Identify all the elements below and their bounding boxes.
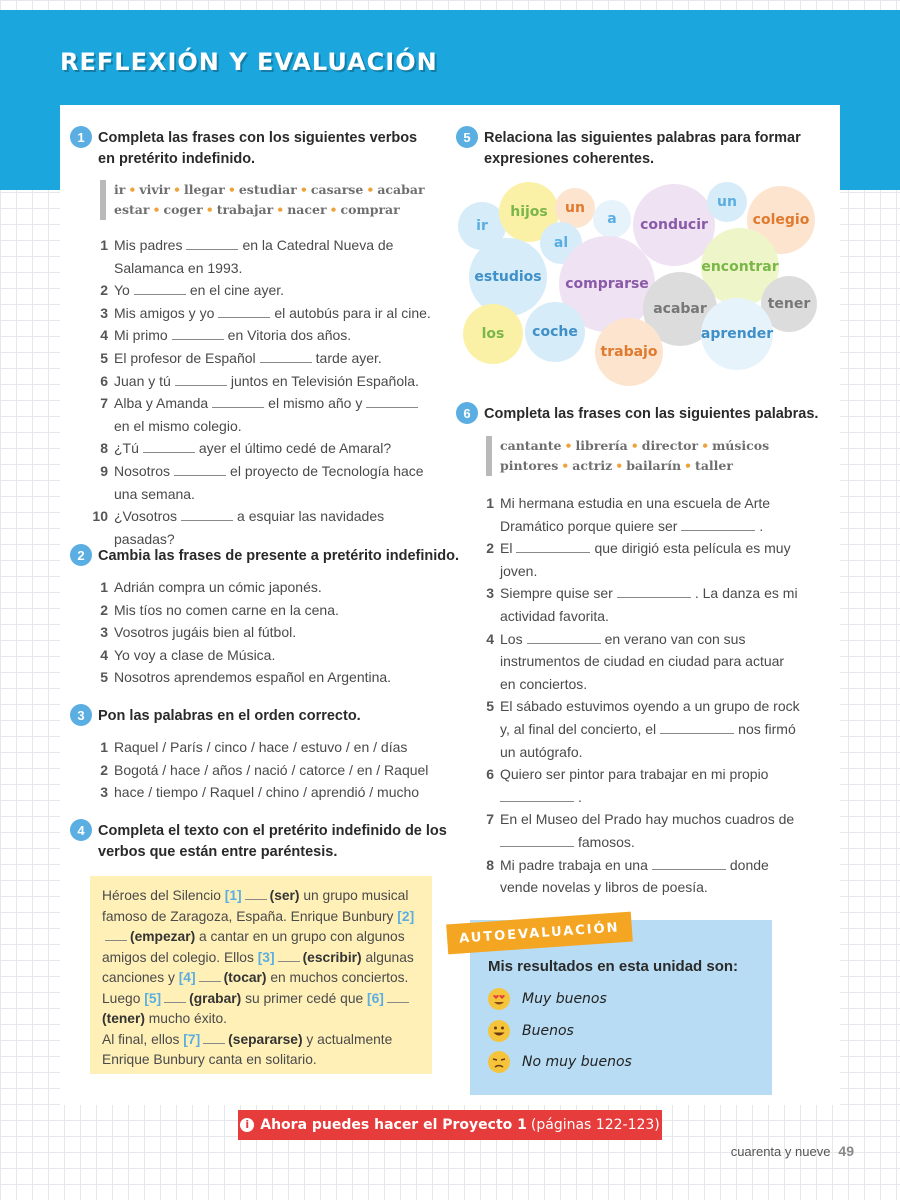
exercise-6-title: Completa las frases con las siguientes palabras. [484,406,819,422]
exercise-2-title: Cambia las frases de presente a pretérito indefinido. [98,548,459,564]
exercise-6-number: 6 [456,402,478,424]
word-separator-dot: • [299,182,308,197]
exercise-3-list [90,736,435,804]
word-separator-dot: • [615,458,624,473]
page-number-words: cuarenta y nueve [730,1144,831,1159]
answer-blank[interactable] [681,521,755,531]
self-assessment-tag: AUTOEVALUACIÓN [446,912,632,955]
list-item: 7 Alba y Amanda el mismo año y en el mismo colegio. [90,392,435,437]
word-bubble[interactable]: aprender [701,298,773,370]
answer-blank[interactable] [175,376,227,386]
answer-blank[interactable] [218,308,270,318]
word-bubble[interactable]: un [555,188,595,228]
list-item: 8 Mi padre trabaja en una donde vende novelas y libros de poesía. [486,856,769,896]
exercise-4-title: Completa el texto con el pretérito indefinido de los verbos que están entre paréntesis. [98,823,447,860]
word-bubble[interactable]: encontrar [701,228,779,306]
word-bubble[interactable]: un [707,182,747,222]
word-bank-item: taller [695,458,733,473]
list-item: 7 En el Museo del Prado hay muchos cuadros de famosos. [486,811,795,850]
answer-blank[interactable] [186,240,238,250]
answer-blank[interactable] [500,837,574,847]
word-separator-dot: • [128,182,137,197]
word-bubble[interactable]: acabar [643,272,717,346]
list-item: 8 ¿Tú ayer el último cedé de Amaral? [100,440,392,457]
result-not-very-good[interactable]: No muy buenos [488,1051,632,1073]
exercise-2-number: 2 [70,544,92,566]
project-banner[interactable]: i Ahora puedes hacer el Proyecto 1 (páginas 122-123) [238,1110,662,1140]
word-bank-item: casarse [310,182,364,197]
result-very-good[interactable]: Muy buenos [488,988,607,1010]
list-item: 4 Mi primo en Vitoria dos años. [100,327,352,344]
answer-blank[interactable] [245,891,267,900]
page-title: REFLEXIÓN Y EVALUACIÓN [60,48,438,76]
list-item: 5 El sábado estuvimos oyendo a un grupo de rock y, al final del concierto, el nos firmó un autógrafo. [486,698,800,760]
answer-blank[interactable] [143,443,195,453]
word-bubble[interactable]: coche [525,302,585,362]
word-bank-item: cantante [500,438,562,453]
list-item: 2 Yo en el cine ayer. [100,282,285,299]
answer-blank[interactable] [174,466,226,476]
word-bank-item: librería [575,438,628,453]
list-item: 1 Mis padres en la Catedral Nueva de Salamanca en 1993. [100,237,394,276]
exercise-1-word-bank [100,180,425,220]
exercise-6-list [476,492,821,899]
word-bank-item: pintores [500,458,559,473]
list-item: 6 Quiero ser pintor para trabajar en mi propio . [486,766,769,805]
word-separator-dot: • [684,458,693,473]
word-bubble[interactable]: ir [458,202,506,250]
word-separator-dot: • [564,438,573,453]
answer-blank[interactable] [527,634,601,644]
exercise-1-number: 1 [70,126,92,148]
answer-blank[interactable] [212,398,264,408]
answer-blank[interactable] [105,932,127,941]
list-item: 3 Siempre quise ser . La danza es mi actividad favorita. [486,585,798,624]
exercise-2-list [90,576,435,689]
self-assessment-title: Mis resultados en esta unidad son: [488,958,739,975]
word-bubble[interactable]: tener [761,276,817,332]
answer-blank[interactable] [617,588,691,598]
list-item: 2 Bogotá / hace / años / nació / catorce / en / Raquel [100,761,429,778]
page-footer [731,1143,854,1159]
word-bank-item: bailarín [626,458,682,473]
page-number: 49 [838,1143,854,1159]
exercise-6-word-bank [486,436,769,476]
word-separator-dot: • [366,182,375,197]
answer-blank[interactable] [652,860,726,870]
word-bubbles [455,180,825,390]
word-separator-dot: • [152,202,161,217]
word-bubble[interactable]: trabajo [595,318,663,386]
word-bank-item: músicos [712,438,770,453]
word-bubble[interactable]: al [540,222,582,264]
word-bank-item: actriz [572,458,613,473]
list-item: 10 ¿Vosotros a esquiar las navidades pasadas? [92,508,385,547]
list-item: 5 Nosotros aprendemos español en Argentina. [100,669,392,686]
word-bubble[interactable]: comprarse [559,236,655,332]
result-good[interactable]: Buenos [488,1020,574,1042]
word-bank-item: director [641,438,699,453]
word-separator-dot: • [172,182,181,197]
word-bank-item: coger [163,202,203,217]
heart-eyes-emoji-icon [488,988,510,1010]
answer-blank[interactable] [500,792,574,802]
answer-blank[interactable] [660,724,734,734]
list-item: 6 Juan y tú juntos en Televisión Española. [100,372,419,389]
word-separator-dot: • [329,202,338,217]
list-item: 3 hace / tiempo / Raquel / chino / aprendió / mucho [100,784,420,801]
answer-blank[interactable] [278,953,300,962]
list-item: 1 Adrián compra un cómic japonés. [100,579,322,595]
answer-blank[interactable] [387,994,409,1003]
list-item: 2 El que dirigió esta película es muy joven. [486,540,791,579]
word-bank-item: vivir [139,182,170,197]
exercise-3-title: Pon las palabras en el orden correcto. [98,708,361,724]
answer-blank[interactable] [366,398,418,408]
exercise-5-title: Relaciona las siguientes palabras para formar expresiones coherentes. [484,130,801,167]
word-bank-item: nacer [287,202,327,217]
word-bubble[interactable]: colegio [747,186,815,254]
exercise-1-list [90,234,435,550]
word-separator-dot: • [227,182,236,197]
list-item: 3 Mis amigos y yo el autobús para ir al cine. [100,304,431,321]
list-item: 1 Raquel / París / cinco / hace / estuvo / en / días [100,739,408,755]
disappointed-emoji-icon [488,1051,510,1073]
word-bubble[interactable]: a [593,200,631,238]
list-item: 4 Los en verano van con sus instrumentos de ciudad en ciudad para actuar en conciertos. [486,630,785,692]
list-item: 4 Yo voy a clase de Música. [100,646,276,663]
exercise-1-title: Completa las frases con los siguientes verbos en pretérito indefinido. [98,130,418,167]
word-bubble[interactable]: conducir [633,184,715,266]
exercise-4-text-box: Héroes del Silencio [1] (ser) un grupo musical famoso de Zaragoza, España. Enrique Bunbury [2](empezar) a cantar en un grupo con algunos amigos del colegio. Ellos [3] (escribir) algunas canciones y [4] (tocar) en muchos conciertos. Luego [5] (grabar) su primer cedé que [6](tener) mucho éxito. Al final, ellos [7] (separarse) y actualmente Enrique Bunbury canta en solitario. [90,876,432,1074]
word-separator-dot: • [630,438,639,453]
list-item: 9 Nosotros el proyecto de Tecnología hace una semana. [100,462,424,502]
word-bank-item: trabajar [216,202,274,217]
list-item: 3 Vosotros jugáis bien al fútbol. [100,624,297,641]
word-separator-dot: • [205,202,214,217]
answer-blank[interactable] [203,1035,225,1044]
answer-blank[interactable] [260,353,312,363]
word-bank-item: acabar [377,182,425,197]
word-separator-dot: • [701,438,710,453]
word-bank-item: ir [114,182,126,197]
list-item: 5 El profesor de Español tarde ayer. [100,349,382,366]
word-bubble[interactable]: hijos [499,182,559,242]
word-bubble[interactable]: estudios [469,238,547,316]
answer-blank[interactable] [181,511,233,521]
answer-blank[interactable] [164,994,186,1003]
word-bubble[interactable]: los [463,304,523,364]
word-bank-item: estudiar [238,182,297,197]
exercise-4-number: 4 [70,819,92,841]
info-icon: i [240,1118,254,1132]
word-separator-dot: • [561,458,570,473]
exercise-5-number: 5 [456,126,478,148]
word-bank-item: estar [114,202,150,217]
exercise-3-number: 3 [70,704,92,726]
list-item: 2 Mis tíos no comen carne en la cena. [100,601,339,618]
word-bank-item: comprar [340,202,400,217]
word-separator-dot: • [276,202,285,217]
answer-blank[interactable] [199,973,221,982]
answer-blank[interactable] [134,285,186,295]
answer-blank[interactable] [516,543,590,553]
word-bank-item: llegar [183,182,225,197]
list-item: 1 Mi hermana estudia en una escuela de Arte Dramático porque quiere ser . [486,495,771,534]
smiling-emoji-icon [488,1020,510,1042]
answer-blank[interactable] [172,330,224,340]
